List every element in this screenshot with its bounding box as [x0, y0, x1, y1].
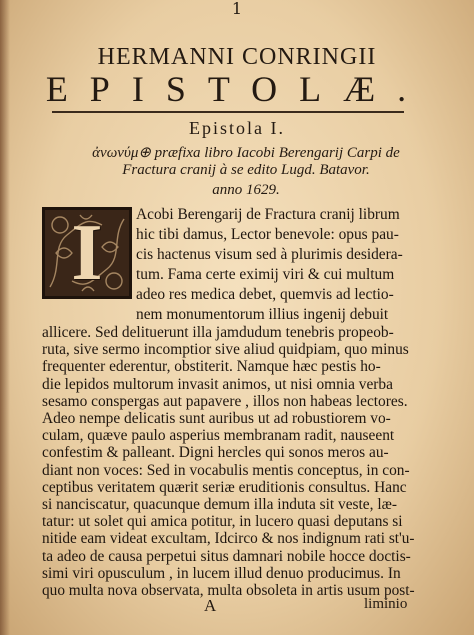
text-line: quo multa nova observata, multa obsoleta in artis usum post- — [42, 582, 415, 599]
text-line: die lepidos multorum invasit animos, ut nisi omnia verba — [42, 375, 393, 393]
decorated-initial-woodcut — [42, 207, 132, 299]
text-line: Acobi Berengarij de Fractura cranij librum — [136, 206, 400, 223]
title-rule — [52, 111, 404, 113]
initial-letter: I — [71, 209, 103, 297]
catchword: liminio — [364, 596, 408, 613]
text-line: confestim & palleant. Digni hercles qui sonos meros au- — [42, 444, 389, 462]
text-line: ceptibus veritatem quærit seriæ eruditionis consultus. Hanc — [42, 478, 407, 496]
text-line: hic tibi damus, Lector benevole: opus pau- — [136, 226, 399, 243]
running-head: HERMANNI CONRINGII — [97, 44, 377, 70]
text-line: nitide eam videat excultam, Idcirco & nos indignum rati st'u- — [42, 530, 415, 548]
text-line: ta adeo de causa perpetui situs damnari nobile hocce doctis- — [42, 547, 411, 565]
page-title: EPISTOLÆ. — [45, 69, 429, 109]
text-line: adeo res medica debet, quemvis ad lectio- — [136, 286, 394, 303]
text-line: allicere. Sed delituerunt illa jamdudum tenebris propeob- — [42, 324, 394, 341]
text-line: ruta, sive sermo incomptior sive aliud quidpiam, quo minus — [42, 341, 409, 359]
text-line: tum. Fama certe eximij viri & cui multum — [136, 266, 395, 283]
text-line: tatur: ut solet qui amica potitur, in lucero quasi deputans si — [42, 513, 403, 531]
epistle-subtitle-line: Fractura cranij à se edito Lugd. Batavor. — [122, 162, 370, 178]
text-line: sesamo conspergas aut papavere , illos non habeas lectores. — [42, 392, 408, 410]
text-line: cis hactenus visum sed à plurimis desidera- — [136, 246, 403, 263]
text-line: simi viri opusculum , in lucem illud denuo producimus. In — [42, 564, 401, 582]
epistle-subtitle-line: anno 1629. — [212, 182, 280, 198]
text-line: si nanciscatur, quacunque demum illa induta sit veste, læ- — [42, 496, 397, 513]
text-line: Adeo nempe delicatis sunt auribus ut ad robustiorem vo- — [42, 410, 391, 427]
epistle-heading: Epistola I. — [189, 118, 285, 138]
text-line: frequenter ederentur, obstiterit. Namque hæc pestis ho- — [42, 358, 381, 376]
text-line: diant non voces: Sed in vocabulis mentis conceptus, in con- — [42, 461, 410, 479]
text-line: nem monumentorum illius ingenij debuit — [136, 306, 389, 323]
text-line: culam, quæve paulo asperius membranam radit, nauseent — [42, 427, 395, 445]
signature-mark: A — [204, 596, 217, 616]
page-number: 1 — [231, 0, 243, 18]
epistle-subtitle-line: ἀνωνύμ⊕ præfixa libro Iacobi Berengarij Carpi de — [92, 145, 400, 161]
